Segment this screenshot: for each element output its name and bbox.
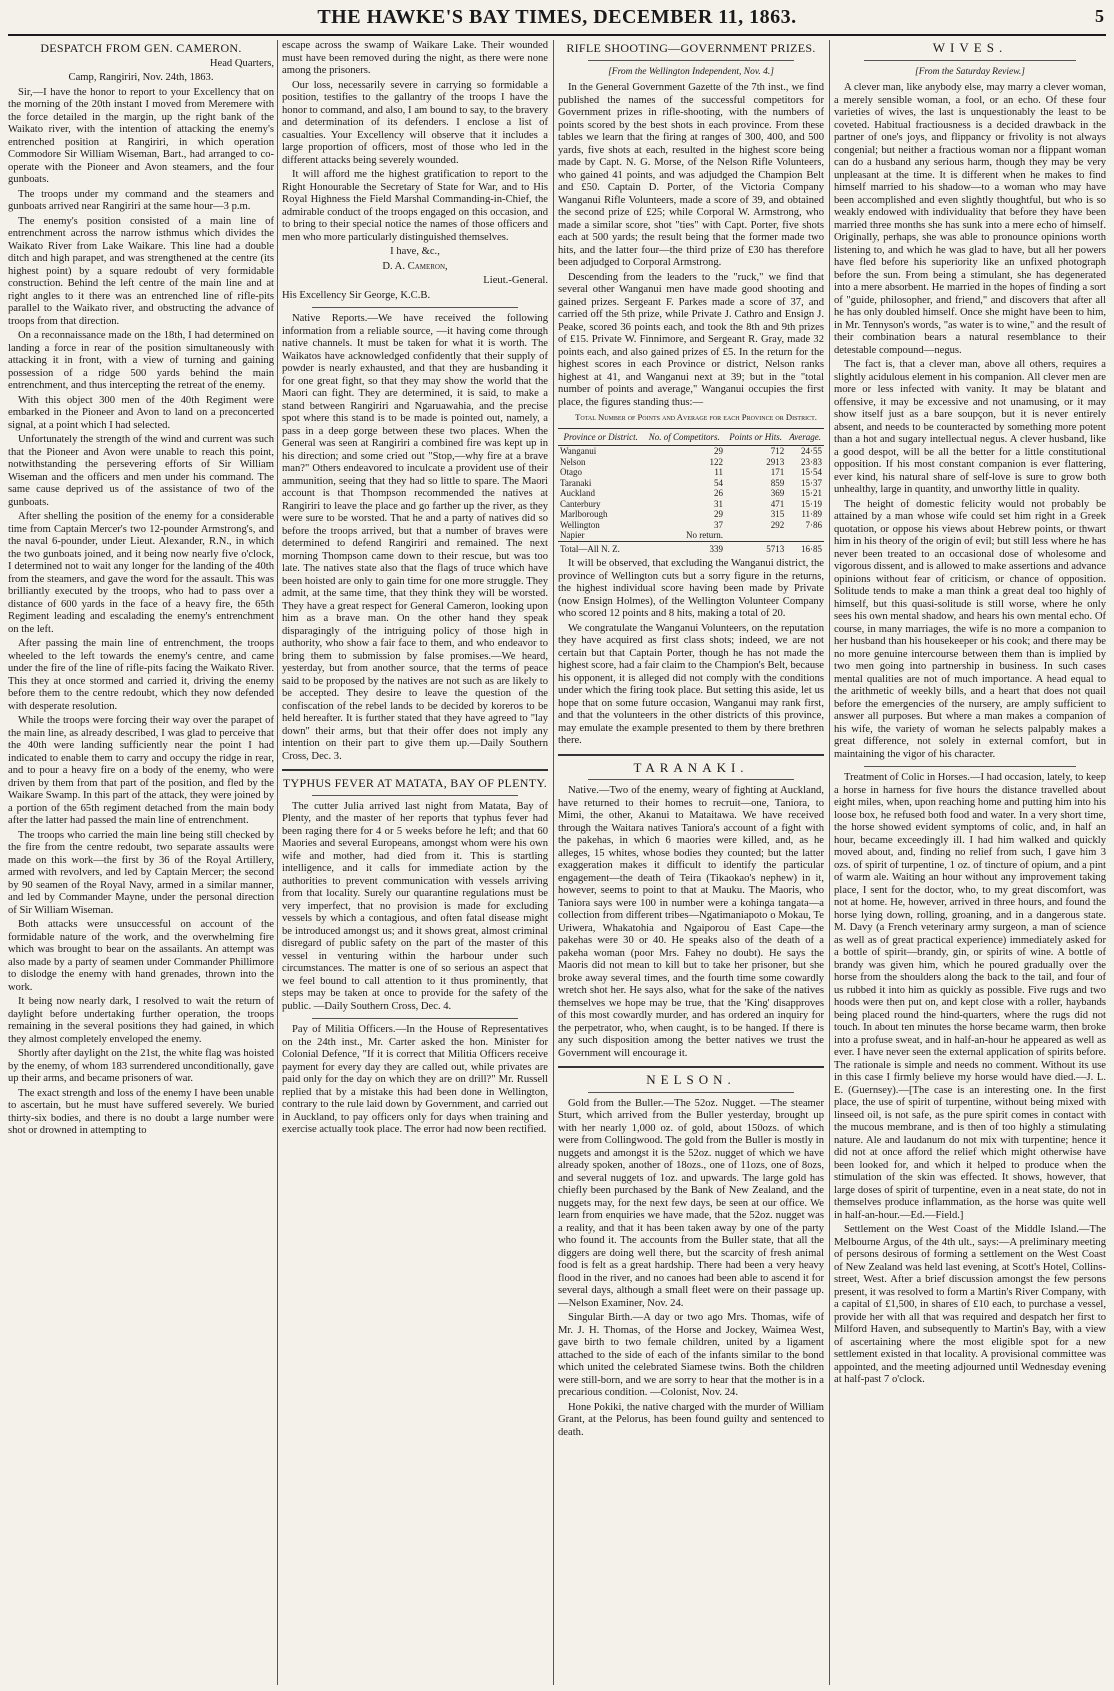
- paragraph: Descending from the leaders to the "ruck," we find that several other Wanganui men have made good shooting and gained prizes. Sergeant F. Parkes made a score of 37, and carried off the 5th prize, while Private J. Cathro and Ensign J. Peake, scored 36 points each, and took the 8th and 9th prizes of £15. Private W. Finnimore, and Sergeant R. Gray, made 32 points each, and also gained prizes of £5. In the return for the highest scores in each Province or district, Nelson ranks highest at 41, and Wanganui next at 39; but in the "total number of points and average," Wanganui occupies the first place, the figures standing thus:—: [558, 271, 824, 408]
- table-cell: [786, 530, 824, 541]
- table-cell: 171: [770, 467, 785, 477]
- paragraph: It will afford me the highest gratification to report to the Right Honourable the Secretary of State for War, and to His Royal Highness the Field Marshal Commanding-in-Chief, the admirable conduct of the troops engaged on this occasion, and to bring to their special notice the names of those officers and men who more particularly distinguished themselves.: [282, 169, 548, 243]
- divider: [312, 795, 518, 796]
- column-1: [8, 40, 274, 1685]
- signoff-addressee: His Excellency Sir George, K.C.B.: [282, 289, 431, 301]
- paragraph: The enemy's position consisted of a main line of entrenchment across the narrow isthmus which divides the Waikato River from Lake Waikare. This line had a double ditch and high parapet, and was strengthened at the centre (its highest point) by a square redoubt of very formidable construction. Behind the left centre of the main line and at right angles to it there was an entrenched line of rifle-pits parallel to the Waikato river, and obstructing the advance of troops from that direction.: [8, 215, 274, 327]
- table-title: Total Number of Points and Average for each Province or District.: [575, 412, 817, 422]
- table-cell: 15·21: [801, 488, 822, 498]
- table-body: [558, 446, 824, 555]
- paragraph-settlement: Settlement on the West Coast of the Middle Island.—The Melbourne Argus, of the 4th ult., says:—A preliminary meeting of persons desirous of forming a settlement on the West Coast of New Zealand was held last evening, at Scott's Hotel, Collins-street, West. After a brief discussion amongst the few persons present, it was resolved to form a Martin's River Company, with a capital of £1,500, in shares of £10 each, to purchase a vessel, provide her with all that was required and despatch her first to Milford Haven, and subsequently to Martin's Bay, with a view of ascertaining where the most eligible spot for a new settlement existed in that locality. A provisional committee was appointed, and the meeting adjourned until Wednesday evening at half-past 7 o'clock.: [834, 1224, 1106, 1385]
- source-line: [From the Wellington Independent, Nov. 4.]: [608, 66, 774, 77]
- paragraph: Unfortunately the strength of the wind and current was such that the Pioneer and Avon were unable to reach this point, notwithstanding the persevering efforts of Sir William Wiseman and the officers and men under his command. The same cause deprived us of the assistance of two of the gunboats.: [8, 434, 274, 508]
- table-cell: 11: [714, 467, 724, 477]
- paragraph-singular-birth: Singular Birth.—A day or two ago Mrs. Thomas, wife of Mr. J. H. Thomas, of the Horse and Jockey, Waimea West, gave birth to two female children, united by a ligament attached to the side of each of the infants similar to the bond which united the celebrated Siamese twins. Both the children were still-born, and we are sorry to hear that the mother is in a precarious condition. —Colonist, Nov. 24.: [558, 1312, 824, 1398]
- divider: [312, 1018, 518, 1019]
- table-cell: Otago: [560, 467, 582, 477]
- table-cell: 15·37: [801, 477, 822, 488]
- table-cell: Wellington: [560, 519, 600, 530]
- paragraph: escape across the swamp of Waikare Lake. Their wounded must have been removed during the night, as there were none among the prisoners.: [282, 40, 548, 76]
- paragraph: The troops under my command and the steamers and gunboats arrived near Rangiriri at the same hour—3 p.m.: [8, 188, 274, 212]
- table-cell: 859: [770, 477, 785, 488]
- paragraph: While the troops were forcing their way over the parapet of the main line, as already described, I was glad to perceive that the 40th were landing sufficiently near the point I had indicated to enable them to carry and occupy the ridge in rear, and to pour a heavy fire on a body of the enemy, who were driven by them from that part of the position, and fled by the Waikare Swamp. In this part of the attack, they were joined by a portion of the 65th regiment detached from the main body after the latter had passed the main line of entrenchment.: [8, 715, 274, 826]
- divider: [588, 1092, 794, 1093]
- table-header: Province or District.: [558, 428, 643, 446]
- table-cell: 15·54: [801, 467, 822, 477]
- paragraph-native-reports: Native Reports.—We have received the following information from a reliable source, —it having come through native channels. It must be taken for what it is worth. The Waikatos have acknowledged confidently that their supply of powder is nearly exhausted, and that they are husbanding it for one great fight, so that they may show the world that the Maori can fight. They are determined, it is said, to make a stand between Rangiriri and Ngaruawahia, and the precise spot where this stand is to be made is pointed out, namely, a pass in a deep gorge between these two places. When the General was seen at Rangiriri a combined fire was kept up in his direction; and some cried out "Stop,—why fire at a brave man?" Others endeavored to inculcate a provident use of their ammunition, seeing that they had so little to spare. The Maori account is that Thompson recommended the natives at Rangiriri to leave the place and go farther up the river, as they were sure to be worsted. That he and a party of natives did so before the troops arrived, but that a number of braves were determined to defend Rangiriri and remained. The next morning Thompson came down to their rescue, but was too late. The natives state also that the flags of truce which have been hoisted are only to gain time for one more struggle. They admit, at the same time, that they think they will be worsted. They have a great respect for General Cameron, looking upon him as a brave man. On the other hand they speak disparagingly of the intriguing policy of those high in authority, who show a fair face to them, and who endeavor to bring them to submission by false promises.—We heard, yesterday, but from another source, that the terms of peace said to be proposed by the natives are not such as are likely to be accepted. They desire to leave the question of the confiscation of the rebel lands to be decided by koreros to be held hereafter. It is further stated that they have agreed to "lay down" their arms, but that their offer does not imply any intention on their part to give them up.—Daily Southern Cross, Dec. 3.: [282, 313, 548, 762]
- table-cell: 26: [714, 488, 724, 498]
- table-cell: 29: [714, 446, 724, 456]
- paragraph: In the General Government Gazette of the 7th inst., we find published the names of the successful competitors for Government prizes in rifle-shooting, with the numbers of points scored by the best shots in each province. From these tables we learn that the firing at ranges of 300, 400, and 500 yards, five shots at each, resulted in the highest score being made by Capt. N. G. Morse, of the Nelson Rifle Volunteers, who gained 41 points, and was adjudged the Champion Belt and £50. Captain D. Porter, of the Victoria Company Wanganui Rifle Volunteers, made a score of 39, and obtained the second prize of £25; while Corporal W. Armstrong, who made a similar score, shot "ties" with Capt. Porter, five shots each at 500 yards; the result being that the former made two hits, and the latter four—the third prize of £30 has therefore been adjudged to Corporal Armstrong.: [558, 82, 824, 268]
- paragraph-hone-pokiki: Hone Pokiki, the native charged with the murder of William Grant, at the Pelorus, has been found guilty and sentenced to death.: [558, 1401, 824, 1438]
- table-total-row: [558, 541, 824, 554]
- paragraph: Both attacks were unsuccessful on account of the formidable nature of the work, and the overwhelming fire which was brought to bear on the assailants. An attempt was also made by a party of seamen under Commander Phillimore to dislodge the enemy with hand grenades, thrown into the work.: [8, 919, 274, 993]
- table-cell: 11·89: [801, 509, 822, 519]
- paragraph: Shortly after daylight on the 21st, the white flag was hoisted by the enemy, of whom 183 surrendered unconditionally, gave up their arms, and became prisoners of war.: [8, 1048, 274, 1084]
- paragraph-colic: Treatment of Colic in Horses.—I had occasion, lately, to keep a horse in harness for five hours the distance travelled about eight miles, when, upon reaching home and putting him into his loose box, he refused both food and water. In a very short time, the horse showed evident symptoms of colic, and, in half an hour, became exceedingly ill. I had him walked and quickly moved about, and, finding no relief from such, I gave him 3 ozs. of spirit of turpentine, 1 oz. of tincture of opium, and a pint of warm ale. Waiting an hour without any improvement taking place, I sent for the doctor, who, to my great discomfort, was not at home. He, however, arrived in three hours, and found the horse lying down, rolling, groaning, and in a dangerous state. M. Davy (a French veterinary army surgeon, a man of science as well as of great practical experience) immediately asked for a bottle of spirit—brandy, gin, or spirits of wine. A bottle of brandy was given him, which he poured gradually over the horse from the shoulders along the back to the tail, and four of us rubbed it into him as quickly as possible. Five rugs and two hoods were then put on, and kept close with a roller, haybands being placed round the hind-quarters, where the rugs did not touch. In about ten minutes the horse became warm, then broke into a profuse sweat, and in half-an-hour he appeared as well as ever. I have never seen the external application of spirits before. The rationale is simple and needs no comment. Without its use in this case I firmly believe my horse would have died.—J. L. E. (Guernsey).—[The case is an interesting one. In the first place, the use of spirit of turpentine, without being mixed with linseed oil, is not safe, as the pure spirit comes in contact with the mucous membrane, and is then of too highly a stimulating nature. Ale and laudanum do not mix with turpentine; hence it did not at once afford the relief which might otherwise have been looked for, and which it helped to produce when the stimulation of the skin was effected. It shows, however, that large doses of spirit of turpentine, even in a neat state, do not in themselves produce inflammation, as the horse was quite well in half-an-hour.—Ed.—Field.]: [834, 772, 1106, 1221]
- table-cell: Wanganui: [560, 446, 597, 456]
- divider: [588, 779, 794, 780]
- paragraph: The height of domestic felicity would not probably be attained by a man whose wife could set him right in a Greek quotation, or oppose his views about Hebrew points, or thwart him in his theory of the origin of evil; but still less where he has never been treated to an occasional dose of wholesome and vigorous dissent, and is allowed to make assertions and advance opinions without fear of criticism, or chance of opposition. Solitude tends to make a man think a great deal too highly of himself, but this quasi-solitude is still worse, where he only sees his own mental shadow, and hears his own mental echo. Of course, in many marriages, the wife is no more a companion to her husband than his housekeeper or his cook; and there may be no more genuine intercourse between them than is implied by two men going into partnership in business. In such cases mental qualities are not of much importance. A head equal to the arithmetic of weekly bills, and a heart that does not quail before the emergencies of the nursery, are amply sufficient to answer all purposes. But where a man makes a companion of his wife, the variety of woman he selects palpably makes a great difference, not solely in external comfort, but in maintaining the vigor of his character.: [834, 498, 1106, 760]
- paragraph: After passing the main line of entrenchment, the troops wheeled to the left towards the enemy's centre, and came under the fire of the line of rifle-pits facing the Waikato River. This they at once stormed and carried it, driving the enemy before them to the centre redoubt, which they now defended with desperate resolution.: [8, 638, 274, 712]
- masthead: [8, 4, 1106, 36]
- table-cell: Napier: [560, 530, 585, 540]
- column-rule: [553, 40, 554, 1685]
- column-4: [834, 40, 1106, 1685]
- table-cell: 339: [643, 541, 725, 554]
- table-cell: Marlborough: [560, 509, 608, 519]
- article-heading-typhus: TYPHUS FEVER AT MATATA, BAY OF PLENTY.: [282, 776, 548, 790]
- paragraph: It being now nearly dark, I resolved to wait the return of daylight before undertaking further operation, the troops remaining in the several positions they had gained, in which they almost completely enveloped the enemy.: [8, 996, 274, 1045]
- page-number: 5: [1095, 6, 1104, 26]
- paragraph: A clever man, like anybody else, may marry a clever woman, a merely sensible woman, a fool, or an echo. Of these four varieties of wives, the last is unquestionably the least to be coveted. Habitual fractiousness is a decided drawback in the partner of one's joys, and flippancy or frivolity is not always congenial; but neither a fractious woman nor a flippant woman can do a husband any serious harm, though they may be very unpleasant at the time. It is different when he makes to find himself married to his shadow—to a woman who may have been accomplished and even slightly thoughtful, but who is so weakly endowed with individuality that before they have been married three months she has sunk into a mere echo of himself. Originally, perhaps, she was able to pronounce opinions worth listening to, and which he was glad to have, but all her powers have fled before his superiority like an unfixed photograph before the sun. From being a stimulant, she has degenerated into a mere absorbent. He married in the hopes of finding a sort of "guide, philosopher, and friend," and discovers that after all he has only doubled himself. Once she might have been to him, in Mr. Tennyson's words, "as water is to wine," and the result of their combination bears a natural resemblance to their detestable compound—negus.: [834, 82, 1106, 356]
- table-cell: 7·86: [805, 519, 822, 530]
- table-cell: 23·83: [801, 456, 822, 467]
- table-cell: Nelson: [560, 456, 586, 467]
- table-cell: Taranaki: [560, 477, 592, 488]
- table-row: [558, 520, 824, 531]
- table-cell: 15·19: [801, 498, 822, 509]
- table-cell: 54: [714, 477, 724, 488]
- table-row: [558, 530, 824, 541]
- table-cell: Total—All N. Z.: [558, 541, 643, 554]
- table-row: [558, 478, 824, 489]
- table-row: [558, 446, 824, 457]
- signoff-rank: Lieut.-General.: [483, 275, 548, 286]
- rifle-scores-table: [558, 428, 824, 555]
- article-heading-nelson: NELSON.: [646, 1072, 736, 1087]
- paragraph: On a reconnaissance made on the 18th, I had determined on landing a force in rear of the position simultaneously with attacking it in front, with a view of turning and gaining possession of a ridge 500 yards behind the main entrenchment, and thus intercepting the retreat of the enemy.: [8, 330, 274, 391]
- table-header: No. of Competitors.: [643, 428, 725, 446]
- paragraph: We congratulate the Wanganui Volunteers, on the reputation they have acquired as first class shots; indeed, we are not certain but that Captain Porter, though he has not made the highest score, had a fair claim to the Champion's Belt, because his opponent, it is alleged did not comply with the conditions under which the firing took place. But setting this aside, let us hope that on some future occasion, Wanganui may rank first, and that the volunteers in the other districts of this province, may emulate the example presented to them by there brethren there.: [558, 622, 824, 746]
- divider: [282, 769, 548, 771]
- paragraph: Our loss, necessarily severe in carrying so formidable a position, testifies to the gallantry of the troops I have the honor to command, and also, I am bound to say, to the bravery and determination of its defenders. I enclose a list of casualties. Your Excellency will observe that it includes a large proportion of officers, most of those who led in the different attacks being severely wounded.: [282, 79, 548, 166]
- table-row: [558, 467, 824, 478]
- table-cell: No return.: [686, 530, 724, 540]
- table-cell: Canterbury: [560, 498, 601, 509]
- table-row: [558, 488, 824, 499]
- divider: [864, 766, 1076, 767]
- table-header: Average.: [786, 428, 824, 446]
- table-row: [558, 499, 824, 510]
- paragraph: The troops who carried the main line being still checked by the fire from the centre redoubt, two separate assaults were made on this work—the first by 36 of the Royal Artillery, armed with revolvers, and led by Captain Mercer; the second by 90 seamen of the Royal Navy, armed in a similar manner, and led by Commander Mayne, under the personal direction of Sir William Wiseman.: [8, 829, 274, 916]
- table-cell: 29: [714, 509, 724, 519]
- dateline: Head Quarters,: [209, 57, 274, 69]
- table-cell: 5713: [725, 541, 786, 554]
- paragraph-nelson-gold: Gold from the Buller.—The 52oz. Nugget. —The steamer Sturt, which arrived from the Buller yesterday, brought up with her nearly 1,000 oz. of gold, about 150ozs. of which were from Collingwood. The gold from the Buller is mostly in nuggets and amongst it is the 52oz. nugget of which we have already spoken, another of 18ozs., one of 11ozs, one of 8ozs, and several nuggets of 1oz. and upwards. The large gold has chiefly been purchased by the Bank of New Zealand, and the nuggets may, for the next few days, be seen at our office. We learn from enquiries we have made, that the 52oz. nugget was a reality, and that it has been taken away by one of the party who found it. The accounts from the Buller state, that all the diggers are doing well there, but the scarcity of fresh animal food is felt as a great hardship. There had been a very heavy flood in the river, and no canoes had been able to ascend it for several days, although a small fleet were on their passage up.—Nelson Examiner, Nov. 24.: [558, 1097, 824, 1309]
- table-cell: 122: [709, 456, 724, 467]
- article-heading-taranaki: TARANAKI.: [633, 759, 749, 775]
- divider: [558, 1066, 824, 1068]
- source-line: [From the Saturday Review.]: [915, 66, 1025, 77]
- paragraph-typhus: The cutter Julia arrived last night from Matata, Bay of Plenty, and the master of her reports that typhus fever had been raging there for 4 or 5 weeks before he left; and that 60 Maories and several Europeans, amongst whom were his own wife and mother, had died from it. This is startling intelligence, and it calls for immediate action by the authorities to prevent communication with vessels arriving from that locality. Surely our quarantine regulations must be very imperfect, that no provision is made for excluding vessels by which a contagious, and often fatal disease might be introduced amongst us; and it shows great, almost criminal disregard of public safety on the part of the master of this vessel in venturing within the harbour under such circumstances. The matter is one of so serious an aspect that we feel bound to call attention to it thus prominently, that steps may be taken at once to provide for the safety of the public. —Daily Southern Cross, Dec. 4.: [282, 800, 548, 1012]
- column-rule: [277, 40, 278, 1685]
- article-heading-rifle: RIFLE SHOOTING—GOVERNMENT PRIZES.: [566, 41, 816, 55]
- dateline: Camp, Rangiriri, Nov. 24th, 1863.: [68, 72, 214, 83]
- table-cell: [725, 530, 786, 541]
- table-row: [558, 509, 824, 520]
- paragraph: Sir,—I have the honor to report to your Excellency that on the morning of the 20th instant I moved from Meremere with the force detailed in the margin, up the right bank of the Waikato river, with the intention of attacking the enemy's entrenched position at Rangiriri, in which operation Commodore Sir William Wiseman, Bart., had arranged to co-operate with the Pioneer and Avon steamers, and the four gunboats.: [8, 86, 274, 185]
- paragraph: With this object 300 men of the 40th Regiment were embarked in the Pioneer and Avon to land on a preconcerted signal, at a point which I had selected.: [8, 394, 274, 431]
- paragraph: After shelling the position of the enemy for a considerable time from Captain Mercer's two 12-pounder Armstrong's, and the naval 6-pounder, under Lieut. Alexander, R.N., in which the two gunboats joined, and it being now nearly five o'clock, I determined not to wait any longer for the landing of the 40th from the steamers, and gave the word for the assault. This was brilliantly executed by the troops, who had to pass over a distance of 600 yards in the face of a heavy fire, the 65th Regiment leading and escalading the enemy's entrenchment on the left.: [8, 511, 274, 635]
- masthead-title: THE HAWKE'S BAY TIMES, DECEMBER 11, 1863.: [317, 6, 797, 28]
- article-heading-wives: WIVES.: [932, 40, 1008, 55]
- table-cell: 16·85: [786, 541, 824, 554]
- divider: [588, 60, 794, 61]
- table-header: Points or Hits.: [725, 428, 786, 446]
- column-rule: [829, 40, 830, 1685]
- paragraph-militia: Pay of Militia Officers.—In the House of Representatives on the 24th inst., Mr. Carter asked the hon. Minister for Colonial Defence, "If it is correct that Militia Officers receive payment for every day they are called out, while privates are paid only for the day on which they are on drill?" Mr. Russell replied that by a mistake this had been done in Wellington, contrary to the rule laid down by Government, and carried out in Auckland, to pay officers only for days when training and exercise actually took place. The error had now been rectified.: [282, 1024, 548, 1135]
- table-cell: 2913: [766, 456, 785, 467]
- signoff-line: I have, &c.,: [390, 246, 440, 257]
- paragraph-taranaki: Native.—Two of the enemy, weary of fighting at Auckland, have returned to their homes to recruit—one, Taniora, to Mimi, the other, Akanui to Mataitawa. We have received through the Waitara natives Taniora's account of a fight with the pakehas, in which 6 maories were killed, and, as he alleges, 15 whites, whose bodies they counted; but the latter exaggeration makes it difficult to identify the particular engagement—the death of Teira (Tikaokao's nephew) in it, however, seems to point to that at Mauku. The Maoris, who Taniora says were 100 in number were a kohinga tangata—a collection from different tribes—Ngatimaniapoto o Mokau, Te Uriwera, Whakatohia and Ngaiporou of East Cape—the pakehas were 30 or 40. He speaks also of the death of a pakeha woman (poor Mrs. Fahey no doubt). He says the Maoris did not mean to kill but to take her prisoner, but she broke away several times, and the fourth time some cowardly wretch shot her. He says also, what for the sake of the natives themselves we hope may be true, that the 'King' disapproves of this most cowardly murder, and has ordered an inquiry for the perpetrator, who, when caught, is to be hanged. If there is any such disposition among the better natives we trust the Government will encourage it.: [558, 785, 824, 1059]
- signoff: [282, 246, 548, 302]
- table-cell: 315: [770, 509, 785, 519]
- paragraph: The exact strength and loss of the enemy I have been unable to ascertain, but he must have suffered severely. We buried thirty-six bodies, and there is no doubt a large number were shot or drowned in attempting to: [8, 1087, 274, 1136]
- article-heading-despatch: DESPATCH FROM GEN. CAMERON.: [40, 41, 242, 55]
- table-cell: 369: [770, 488, 785, 498]
- table-cell: 292: [770, 519, 785, 530]
- table-cell: 471: [770, 498, 785, 509]
- signoff-name: D. A. Cameron,: [382, 260, 448, 272]
- table-row: [558, 457, 824, 468]
- divider: [312, 307, 518, 308]
- table-cell: 24·55: [801, 446, 822, 456]
- table-cell: 31: [714, 498, 724, 509]
- paragraph: The fact is, that a clever man, above all others, requires a slightly acidulous element in his companion. All clever men are more or less infected with vanity. It may be blatant and offensive, it may be excessive and not unamusing, or it may show itself just as a bare soupçon, but it is never entirely absent, and needs to be counteracted by something more potent than a hot and sugary intellectual negus. A clever husband, like a good despot, will be all the better for a little constitutional opposition. If his most constant companion is ever flattering, ever kind, his natural share of self-love is sure to grow both unhealthy, large in quantity, and unworthy little in quality.: [834, 359, 1106, 495]
- table-cell: 37: [714, 519, 724, 530]
- divider: [558, 754, 824, 756]
- column-3: [558, 40, 824, 1685]
- table-cell: 712: [770, 446, 785, 456]
- table-cell: Auckland: [560, 488, 595, 498]
- divider: [864, 60, 1076, 61]
- paragraph: It will be observed, that excluding the Wanganui district, the province of Wellington cuts but a sorry figure in the returns, the highest individual score having been made by Private (now Ensign Holmes), of the Wellington Volunteer Company who scored 12 points and 8 hits, making a total of 20.: [558, 558, 824, 619]
- column-2: [282, 40, 548, 1685]
